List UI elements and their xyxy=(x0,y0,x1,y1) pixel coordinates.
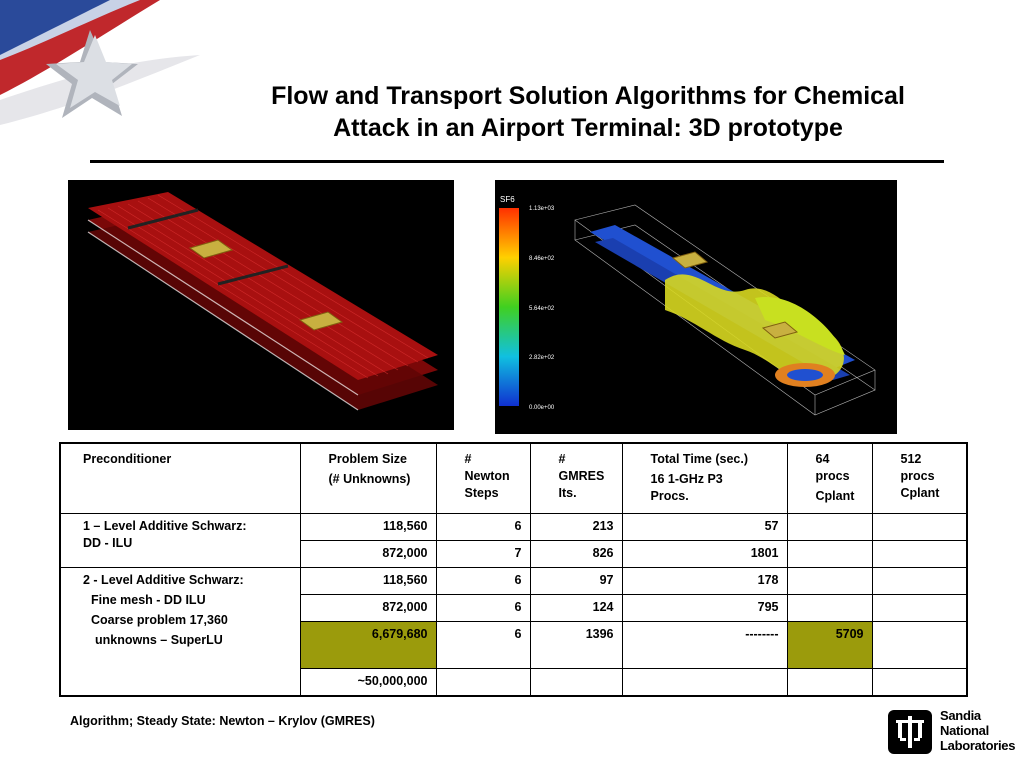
cell-512procs xyxy=(872,669,967,697)
logo-line-1: Sandia xyxy=(940,708,981,723)
cell-64procs xyxy=(787,669,872,697)
cell-size: 872,000 xyxy=(300,541,436,568)
cell-64procs-highlighted: 5709 xyxy=(787,622,872,669)
sandia-thunderbird-icon xyxy=(888,710,932,754)
header-preconditioner: Preconditioner xyxy=(60,443,300,514)
cell-time: -------- xyxy=(622,622,787,669)
cell-newton: 6 xyxy=(436,514,530,541)
cell-time: 795 xyxy=(622,595,787,622)
slide-title xyxy=(200,80,976,144)
cell-64procs xyxy=(787,541,872,568)
cell-512procs xyxy=(872,514,967,541)
logo-line-2: National xyxy=(940,723,989,738)
cell-512procs xyxy=(872,568,967,595)
cell-gmres: 213 xyxy=(530,514,622,541)
terminal-mesh-image xyxy=(68,180,454,430)
cell-size: ~50,000,000 xyxy=(300,669,436,697)
cell-size: 118,560 xyxy=(300,514,436,541)
cell-512procs xyxy=(872,622,967,669)
colorbar-tick: 8.46e+02 xyxy=(529,256,555,262)
colorbar-tick: 5.64e+02 xyxy=(529,306,555,312)
flag-star-corner-graphic xyxy=(0,0,210,140)
cell-64procs xyxy=(787,514,872,541)
cell-512procs xyxy=(872,541,967,568)
header-64-procs: 64 procs Cplant xyxy=(787,443,872,514)
cell-gmres: 124 xyxy=(530,595,622,622)
logo-line-3: Laboratories xyxy=(940,738,1016,753)
table-row xyxy=(60,568,967,595)
colorbar-tick: 1.13e+03 xyxy=(529,206,555,212)
colorbar-tick: 0.00e+00 xyxy=(529,405,555,411)
cell-newton: 6 xyxy=(436,568,530,595)
cell-time: 1801 xyxy=(622,541,787,568)
header-total-time: Total Time (sec.) 16 1-GHz P3 Procs. xyxy=(622,443,787,514)
cell-size-highlighted: 6,679,680 xyxy=(300,622,436,669)
cell-newton: 6 xyxy=(436,622,530,669)
cell-size: 872,000 xyxy=(300,595,436,622)
results-table xyxy=(59,442,968,697)
header-512-procs: 512 procs Cplant xyxy=(872,443,967,514)
slide-title-line-2: Attack in an Airport Terminal: 3D prototype xyxy=(333,114,843,142)
colorbar-label: SF6 xyxy=(500,195,515,204)
title-divider xyxy=(90,160,944,163)
cell-64procs xyxy=(787,568,872,595)
cell-gmres: 97 xyxy=(530,568,622,595)
header-gmres-its: # GMRES Its. xyxy=(530,443,622,514)
header-problem-size: Problem Size (# Unknowns) xyxy=(300,443,436,514)
table-header-row xyxy=(60,443,967,514)
footnote: Algorithm; Steady State: Newton – Krylov (GMRES) xyxy=(70,714,375,728)
cell-time: 178 xyxy=(622,568,787,595)
slide-title-line-1: Flow and Transport Solution Algorithms for Chemical xyxy=(271,82,905,110)
cell-time: 57 xyxy=(622,514,787,541)
cell-512procs xyxy=(872,595,967,622)
group2-label: 2 - Level Additive Schwarz: Fine mesh - DD ILU Coarse problem 17,360 unknowns – SuperLU xyxy=(60,568,300,697)
group1-label: 1 – Level Additive Schwarz: DD - ILU xyxy=(60,514,300,568)
cell-newton xyxy=(436,669,530,697)
sf6-concentration-image xyxy=(495,180,897,434)
cell-newton: 7 xyxy=(436,541,530,568)
sandia-logo xyxy=(888,708,1018,758)
cell-gmres: 1396 xyxy=(530,622,622,669)
cell-time xyxy=(622,669,787,697)
cell-size: 118,560 xyxy=(300,568,436,595)
cell-gmres xyxy=(530,669,622,697)
table-row xyxy=(60,514,967,541)
colorbar-tick: 2.82e+02 xyxy=(529,355,555,361)
cell-64procs xyxy=(787,595,872,622)
cell-gmres: 826 xyxy=(530,541,622,568)
header-newton-steps: # Newton Steps xyxy=(436,443,530,514)
cell-newton: 6 xyxy=(436,595,530,622)
